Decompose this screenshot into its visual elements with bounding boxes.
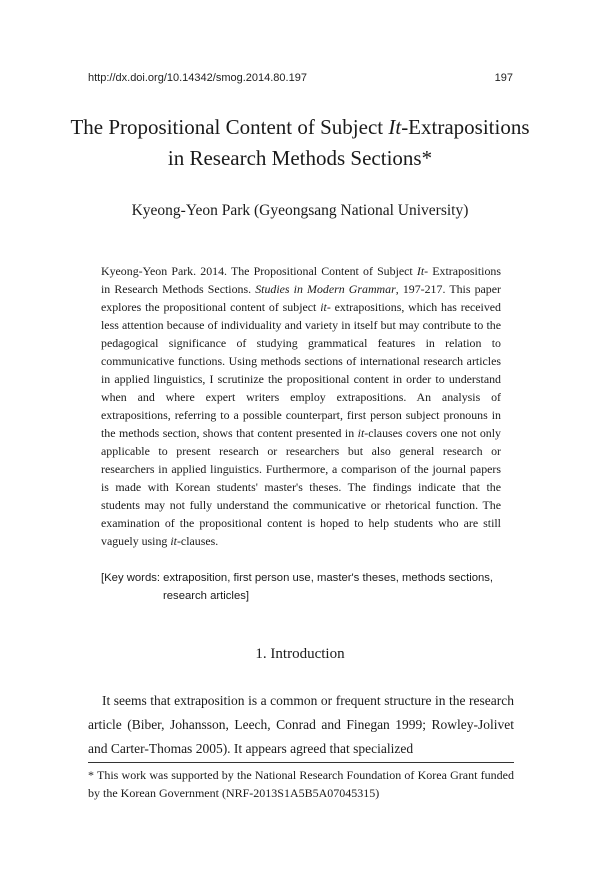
title-part-1: The Propositional Content of Subject [70,115,389,139]
journal-name: Studies in Modern Grammar [255,282,396,296]
footnote-divider [88,762,514,763]
abstract-text-1: Kyeong-Yeon Park. 2014. The Propositional Content of Subject [101,264,417,278]
keywords [101,569,511,605]
abstract-it-2: it [320,300,327,314]
abstract-it-1: It [416,264,425,278]
keywords-line-2: research articles] [163,590,250,602]
title-part-2: -Extrapositions [401,115,530,139]
page-number: 197 [494,72,513,84]
intro-paragraph: It seems that extraposition is a common or frequent structure in the research article (Biber, Johansson, Leech, Conrad and Finegan 1999; Rowley-Jolivet and Carter-Thomas 2005). It appears agreed that specialized [88,693,514,756]
title-line-2: in Research Methods Sections* [167,146,433,170]
section-title: 1. Introduction [255,646,345,662]
abstract-text-6: -clauses. [176,534,219,548]
footnote: * This work was supported by the National Research Foundation of Korea Grant funded by the Korean Government (NRF-2013S1A5B5A07045315) [88,768,514,800]
abstract-it-4: it [170,534,177,548]
abstract-it-3: it [357,426,365,440]
paper-title [60,112,540,174]
body-text [88,689,514,761]
abstract-text-3: , 197-217. This paper explores the propositional content of subject [101,282,501,314]
keywords-line-1: [Key words: extraposition, first person use, master's theses, methods sections, [101,572,494,584]
abstract-text-2: - Extrapositions in Research Methods Sections. [101,264,501,296]
abstract [101,262,501,550]
abstract-text-4: - extrapositions, which has received less attention because of individuality and variety in itself but may contribute to the pedagogical significance of studying grammatical features in relation to communicative functions. Using methods sections of international research articles in applied linguistics, I scrutinize the propositional content in order to understand when and where expert writers employ extrapositions. An analysis of extrapositions, referring to a possible counterpart, first person subject pronouns in the methods section, shows that content presented in [101,300,501,440]
doi-header[interactable]: http://dx.doi.org/10.14342/smog.2014.80.197 [88,72,307,84]
title-it: It [388,115,402,139]
abstract-text-5: -clauses covers one not only applicable to present research or researchers but also general research or researchers in applied linguistics. Furthermore, a comparison of the journal papers is made with Korean students' master's theses. The findings indicate that the students may not fully understand the communicative or rhetorical function. The examination of the propositional content is hoped to help students who are still vaguely using [101,426,501,548]
author-line: Kyeong-Yeon Park (Gyeongsang National University) [131,202,469,219]
